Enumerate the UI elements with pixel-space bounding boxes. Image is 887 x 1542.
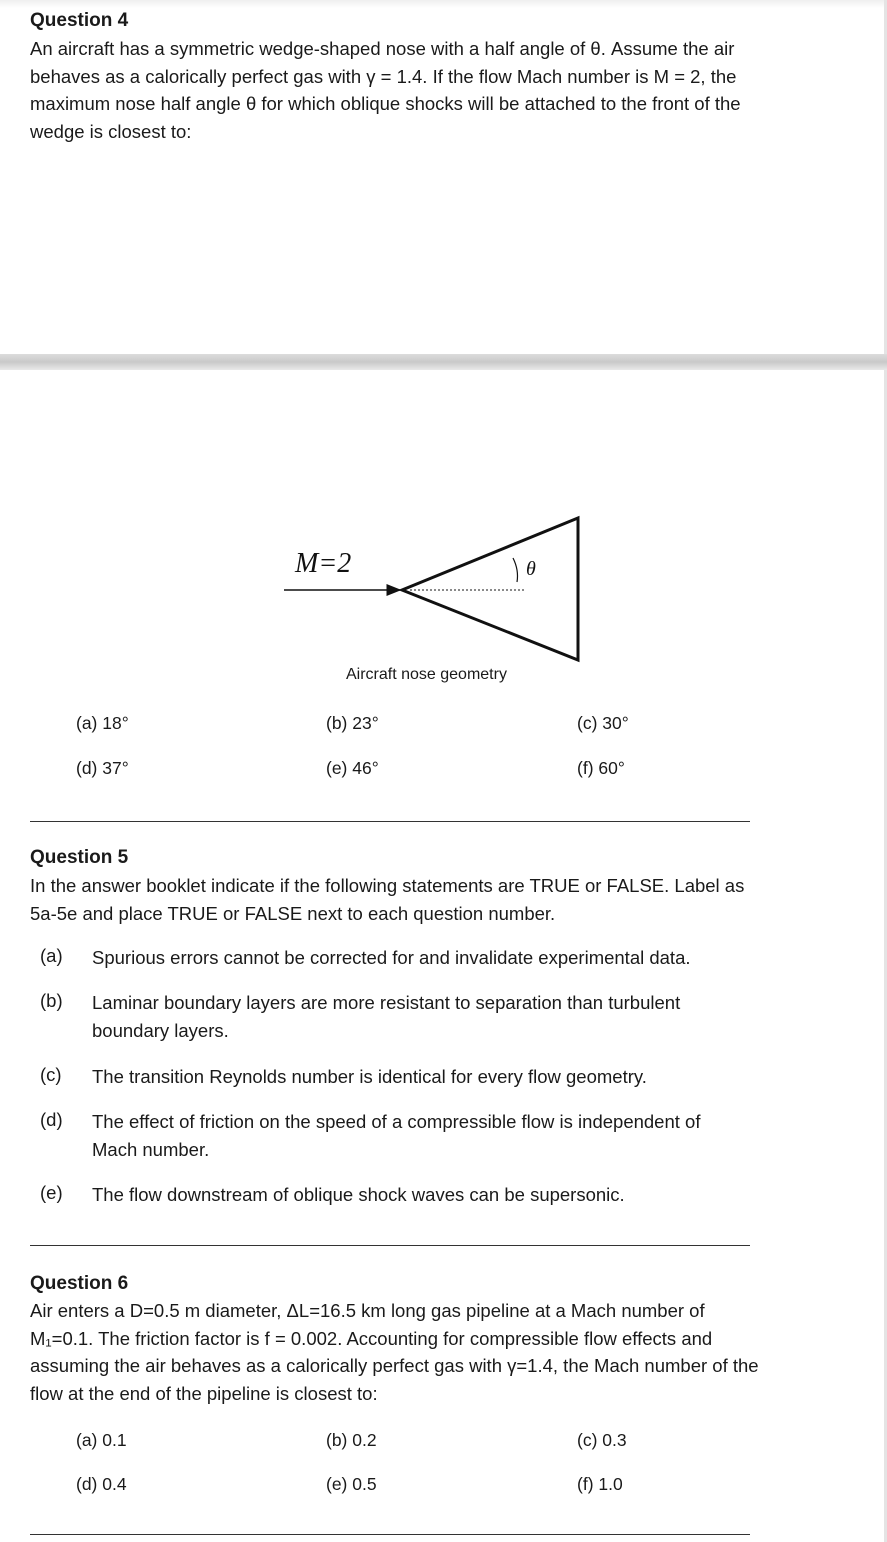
q6-prompt-line: flow at the end of the pipeline is closest to: <box>30 1382 378 1404</box>
q4-option-c[interactable]: (c) 30° <box>577 713 629 733</box>
q5-item-d-text <box>92 1108 852 1164</box>
q4-option-a[interactable]: (a) 18° <box>76 713 129 733</box>
q5-prompt-line: 5a-5e and place TRUE or FALSE next to each question number. <box>30 902 556 924</box>
q5-item-line: boundary layers. <box>92 1020 229 1041</box>
q4-option-b[interactable]: (b) 23° <box>326 713 379 733</box>
q6-title: Question 6 <box>30 1273 129 1294</box>
q4-option-e[interactable]: (e) 46° <box>326 758 379 778</box>
q5-item-b-text <box>92 989 852 1045</box>
q4-prompt-line: behaves as a calorically perfect gas with γ = 1.4. If the flow Mach number is M = 2, the <box>30 65 737 87</box>
q4-option-d[interactable]: (d) 37° <box>76 758 129 778</box>
page-top-shade <box>0 0 887 8</box>
q5-item-line: Mach number. <box>92 1139 210 1160</box>
q4-option-f[interactable]: (f) 60° <box>577 758 625 778</box>
q5-item-b-label: (b) <box>40 990 63 1011</box>
q6-option-d[interactable]: (d) 0.4 <box>76 1474 127 1494</box>
q6-option-b[interactable]: (b) 0.2 <box>326 1430 377 1450</box>
q6-option-a[interactable]: (a) 0.1 <box>76 1430 127 1450</box>
q5-item-line: The flow downstream of oblique shock waves can be supersonic. <box>92 1184 625 1205</box>
figure-caption: Aircraft nose geometry <box>346 666 507 683</box>
theta-arc <box>513 558 518 582</box>
wedge-shape <box>402 518 578 660</box>
divider-line <box>30 1245 750 1246</box>
q5-item-e-label: (e) <box>40 1182 63 1203</box>
q4-prompt-line: wedge is closest to: <box>30 120 192 142</box>
q5-item-line: Spurious errors cannot be corrected for and invalidate experimental data. <box>92 947 691 968</box>
q5-prompt <box>30 872 870 927</box>
q5-item-c-text <box>92 1063 852 1091</box>
q4-prompt <box>30 35 870 145</box>
q5-item-line: Laminar boundary layers are more resistant to separation than turbulent <box>92 992 681 1013</box>
mach-label: M=2 <box>295 548 352 579</box>
q6-option-e[interactable]: (e) 0.5 <box>326 1474 377 1494</box>
q5-item-line: The effect of friction on the speed of a compressible flow is independent of <box>92 1111 701 1132</box>
q5-prompt-line: In the answer booklet indicate if the following statements are TRUE or FALSE. Label as <box>30 875 745 896</box>
q4-prompt-line: An aircraft has a symmetric wedge-shaped nose with a half angle of θ. Assume the air <box>30 38 735 59</box>
divider-line <box>30 821 750 822</box>
nose-geometry-figure <box>270 510 600 670</box>
q5-title: Question 5 <box>30 847 129 868</box>
q6-prompt-line: M₁=0.1. The friction factor is f = 0.002. Accounting for compressible flow effects and <box>30 1327 713 1349</box>
q5-item-c-label: (c) <box>40 1064 62 1085</box>
q4-title: Question 4 <box>30 10 129 31</box>
q5-item-e-text <box>92 1181 852 1209</box>
page-divider-band <box>0 354 887 370</box>
q6-prompt <box>30 1297 875 1407</box>
q5-item-a-text <box>92 944 852 972</box>
q6-option-c[interactable]: (c) 0.3 <box>577 1430 627 1450</box>
q6-prompt-line: assuming the air behaves as a calorically perfect gas with γ=1.4, the Mach number of the <box>30 1355 759 1376</box>
theta-label: θ <box>526 558 536 580</box>
q5-item-line: The transition Reynolds number is identical for every flow geometry. <box>92 1066 647 1087</box>
q5-item-a-label: (a) <box>40 945 63 966</box>
q6-prompt-line: Air enters a D=0.5 m diameter, ΔL=16.5 km long gas pipeline at a Mach number of <box>30 1300 705 1321</box>
q5-item-d-label: (d) <box>40 1109 63 1130</box>
q4-prompt-line: maximum nose half angle θ for which oblique shocks will be attached to the front of the <box>30 93 741 114</box>
divider-line <box>30 1534 750 1535</box>
q6-option-f[interactable]: (f) 1.0 <box>577 1474 623 1494</box>
